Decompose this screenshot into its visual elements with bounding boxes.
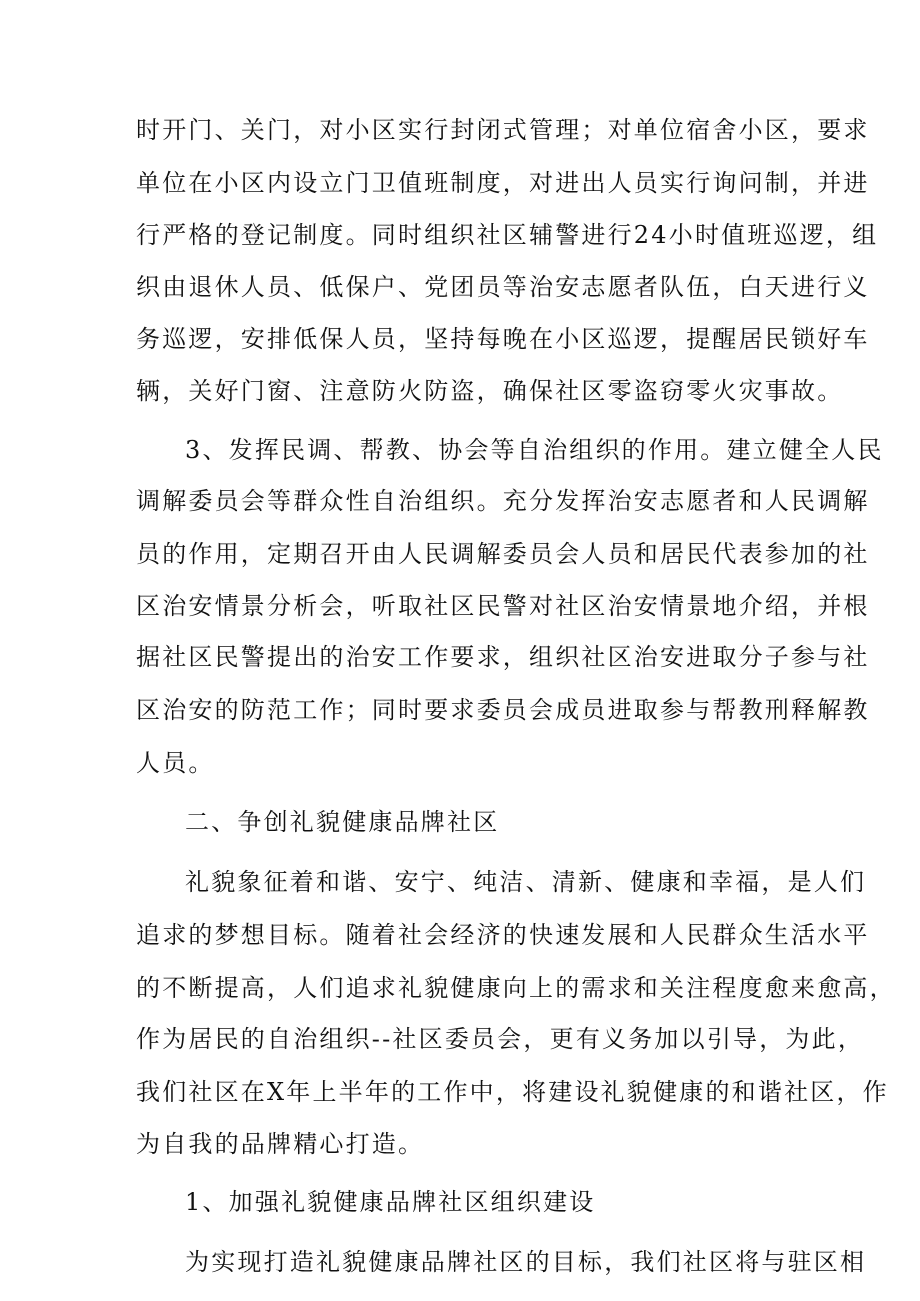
text-line-17: 的不断提高，人们追求礼貌健康向上的需求和关注程度愈来愈高，: [136, 974, 896, 1002]
text-line-12: 区治安的防范工作；同时要求委员会成员进取参与帮教刑释解教: [136, 696, 870, 724]
text-line-11: 据社区民警提出的治安工作要求，组织社区治安进取分子参与社: [136, 643, 870, 671]
text-line-8: 调解委员会等群众性自治组织。充分发挥治安志愿者和人民调解: [136, 487, 870, 515]
text-line-10: 区治安情景分析会，听取社区民警对社区治安情景地介绍，并根: [136, 592, 870, 620]
text-line-9: 员的作用，定期召开由人民调解委员会人员和居民代表参加的社: [136, 540, 870, 568]
text-line-1: 时开门、关门，对小区实行封闭式管理；对单位宿舍小区，要求: [136, 116, 870, 144]
text-line-5: 务巡逻，安排低保人员，坚持每晚在小区巡逻，提醒居民锁好车: [136, 325, 870, 353]
text-line-20: 为自我的品牌精心打造。: [136, 1130, 425, 1158]
text-line-16: 追求的梦想目标。随着社会经济的快速发展和人民群众生活水平: [136, 921, 870, 949]
text-line-13: 人员。: [136, 749, 215, 777]
text-line-7: 3、发挥民调、帮教、协会等自治组织的作用。建立健全人民: [185, 436, 884, 464]
text-line-19: 我们社区在X年上半年的工作中，将建设礼貌健康的和谐社区，作: [136, 1078, 889, 1106]
text-line-4: 织由退休人员、低保户、党团员等治安志愿者队伍，白天进行义: [136, 273, 870, 301]
text-line-15: 礼貌象征着和谐、安宁、纯洁、清新、健康和幸福，是人们: [185, 868, 867, 896]
subheading: 1、加强礼貌健康品牌社区组织建设: [185, 1188, 596, 1216]
text-line-22: 为实现打造礼貌健康品牌社区的目标，我们社区将与驻区相: [185, 1248, 867, 1276]
text-line-6: 辆，关好门窗、注意防火防盗，确保社区零盗窃零火灾事故。: [136, 377, 844, 405]
section-heading: 二、争创礼貌健康品牌社区: [185, 808, 500, 836]
text-line-18: 作为居民的自治组织--社区委员会，更有义务加以引导，为此，: [136, 1025, 865, 1053]
text-line-3: 行严格的登记制度。同时组织社区辅警进行24小时值班巡逻，组: [136, 221, 879, 249]
text-line-2: 单位在小区内设立门卫值班制度，对进出人员实行询问制，并进: [136, 169, 870, 197]
